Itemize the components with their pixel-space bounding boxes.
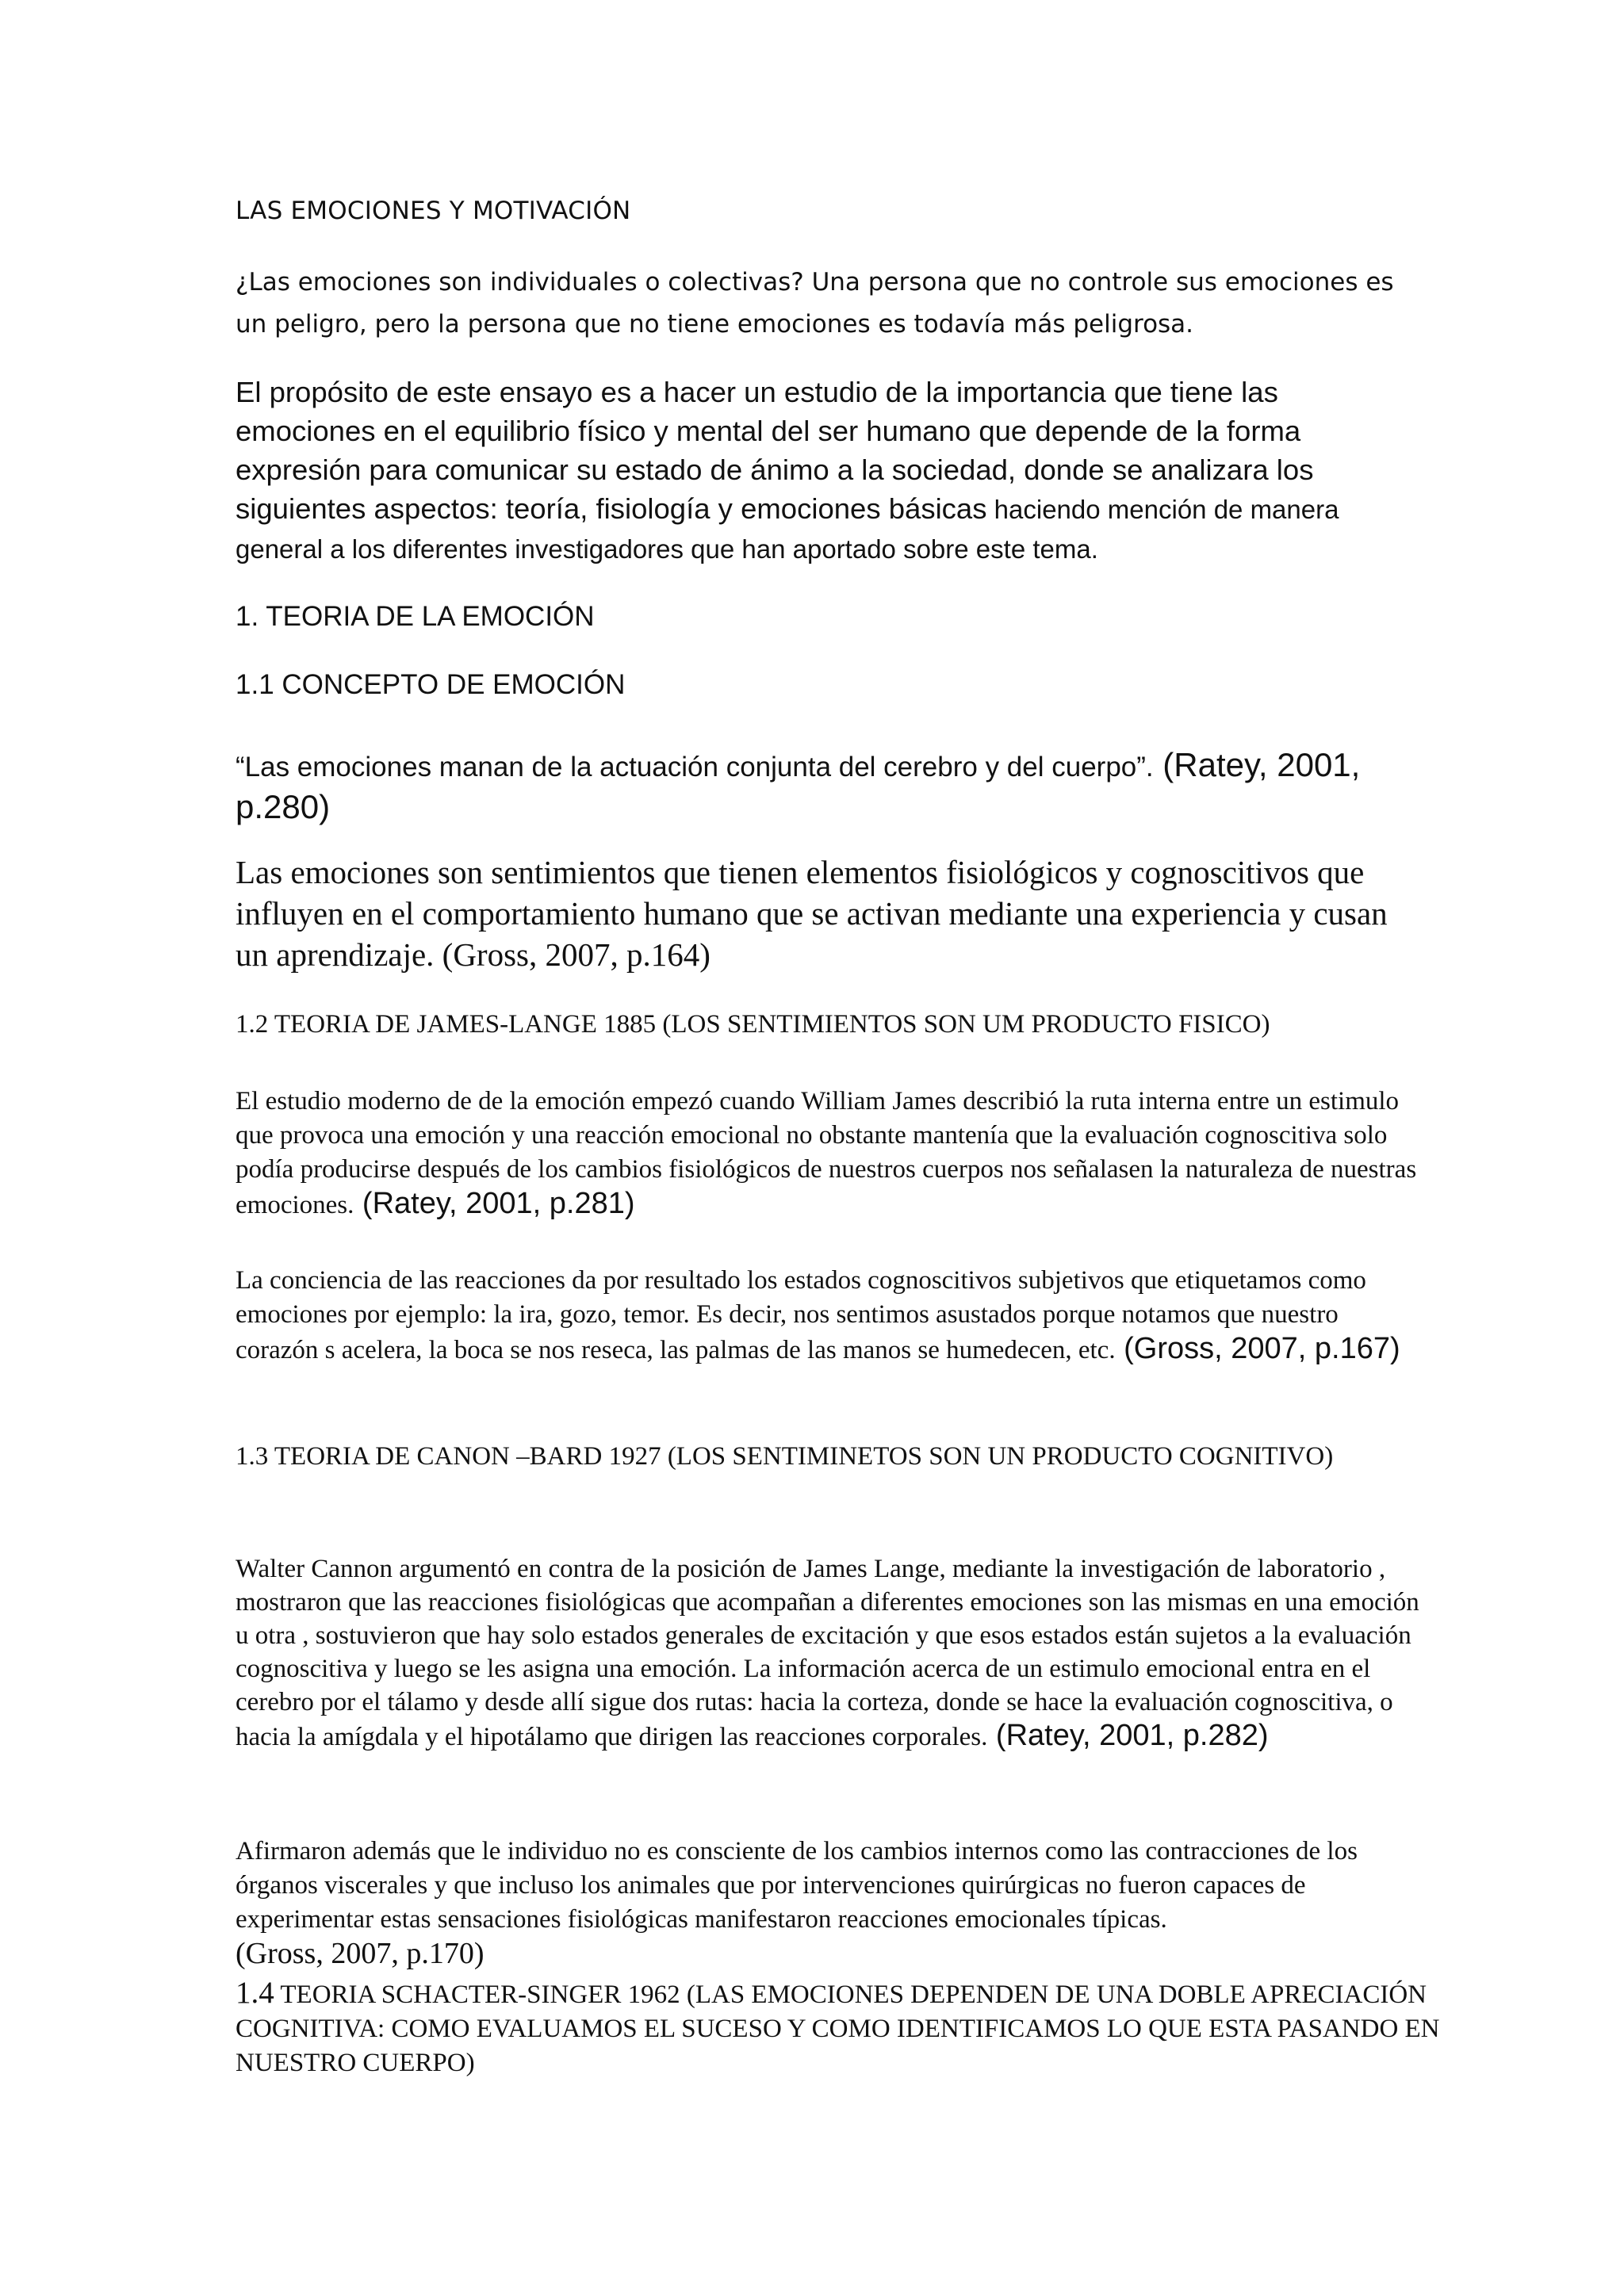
purpose-tail-text: haciendo mención de manera general a los diferentes investigadores que han aportado sobre este tema. <box>236 495 1339 564</box>
cannon-text: Walter Cannon argumentó en contra de la posición de James Lange, mediante la investigación de laboratorio , mostraron que las reacciones fisiológicas que acompañan a diferentes emociones son las mismas en una emoción u otra , sostuvieron que hay solo estados generales de excitación y que esos estados están sujetos a la evaluación cognoscitiva y luego se les asigna una emoción. La información acerca de un estimulo emocional entra en el cerebro por el tálamo y desde allí sigue dos rutas: hacia la corteza, donde se hace la evaluación cognoscitiva, o hacia la amígdala y el hipotálamo que dirigen las reacciones corporales. <box>236 1555 1419 1751</box>
heading-1-1-text: 1.1 CONCEPTO DE EMOCIÓN <box>236 669 626 700</box>
document-title <box>236 193 1425 228</box>
afirm-text: Afirmaron además que le individuo no es consciente de los cambios internos como las contracciones de los órganos viscerales y que incluso los animales que por intervenciones quirúrgicas no fueron capaces de experimentar estas sensaciones fisiológicas manifestaron reacciones emocionales típicas. <box>236 1837 1358 1934</box>
heading-1-4 <box>236 1976 1441 2080</box>
james-text: El estudio moderno de de la emoción empezó cuando William James describió la ruta interna entre un estimulo que provoca una emoción y una reacción emocional no obstante mantenía que la evaluación cognoscitiva solo podía producirse después de los cambios fisiológicos de nuestros cuerpos nos señalasen la naturaleza de nuestras emociones. <box>236 1087 1417 1219</box>
heading-1-3 <box>236 1437 1377 1476</box>
quote-citation: (Ratey, 2001, p.280) <box>236 746 1361 825</box>
heading-1-text: 1. TEORIA DE LA EMOCIÓN <box>236 601 595 632</box>
purpose-main-text: El propósito de este ensayo es a hacer un estudio de la importancia que tiene las emociones en el equilibrio físico y mental del ser humano que depende de la forma expresión para comunicar su estado de ánimo a la sociedad, donde se analizara los siguientes aspectos: teoría, fisiología y emociones básicas <box>236 376 1314 525</box>
intro-question-line-2: un peligro, pero la persona que no tiene emociones es todavía más peligrosa. <box>236 310 1194 339</box>
conciencia-citation: (Gross, 2007, p.167) <box>1115 1332 1400 1365</box>
definition-text: Las emociones son sentimientos que tienen elementos fisiológicos y cognoscitivos que influyen en el comportamiento humano que se activan mediante una experiencia y cusan un aprendizaje. (Gross, 2007, p.164) <box>236 854 1388 973</box>
intro-question-paragraph <box>236 262 1425 346</box>
heading-1 <box>236 599 1425 634</box>
conciencia-text: La conciencia de las reacciones da por resultado los estados cognoscitivos subjetivos que etiquetamos como emociones por ejemplo: la ira, gozo, temor. Es decir, nos sentimos asustados porque notamos que nuestro corazón s acelera, la boca se nos reseca, las palmas de las manos se humedecen, etc. <box>236 1266 1366 1364</box>
james-paragraph <box>236 1085 1425 1223</box>
definition-paragraph <box>236 851 1425 975</box>
afirm-paragraph <box>236 1835 1425 1973</box>
afirm-citation: (Gross, 2007, p.170) <box>236 1937 485 1970</box>
quote-text: “Las emociones manan de la actuación conjunta del cerebro y del cuerpo”. <box>236 752 1154 783</box>
heading-1-3-text: 1.3 TEORIA DE CANON –BARD 1927 (LOS SENTIMINETOS SON UN PRODUCTO COGNITIVO) <box>236 1442 1334 1471</box>
cannon-paragraph <box>236 1552 1425 1754</box>
heading-1-4-text: TEORIA SCHACTER-SINGER 1962 (LAS EMOCIONES DEPENDEN DE UNA DOBLE APRECIACIÓN COGNITIVA: COMO EVALUAMOS EL SUCESO Y COMO IDENTIFICAMOS LO QUE ESTA PASANDO EN NUESTRO CUERPO) <box>236 1980 1440 2077</box>
conciencia-paragraph <box>236 1264 1425 1368</box>
heading-1-1 <box>236 668 1425 702</box>
heading-1-2 <box>236 1007 1425 1042</box>
heading-1-2-text: 1.2 TEORIA DE JAMES-LANGE 1885 (LOS SENTIMIENTOS SON UM PRODUCTO FISICO) <box>236 1010 1270 1039</box>
heading-1-4-number: 1.4 <box>236 1976 274 2010</box>
cannon-citation: (Ratey, 2001, p.282) <box>987 1719 1269 1752</box>
james-citation: (Ratey, 2001, p.281) <box>354 1187 635 1220</box>
purpose-paragraph <box>236 373 1425 568</box>
document-title-text: LAS EMOCIONES Y MOTIVACIÓN <box>236 197 631 225</box>
intro-question-line-1: ¿Las emociones son individuales o colectivas? Una persona que no controle sus emociones es <box>236 268 1394 297</box>
quote-paragraph <box>236 745 1425 829</box>
